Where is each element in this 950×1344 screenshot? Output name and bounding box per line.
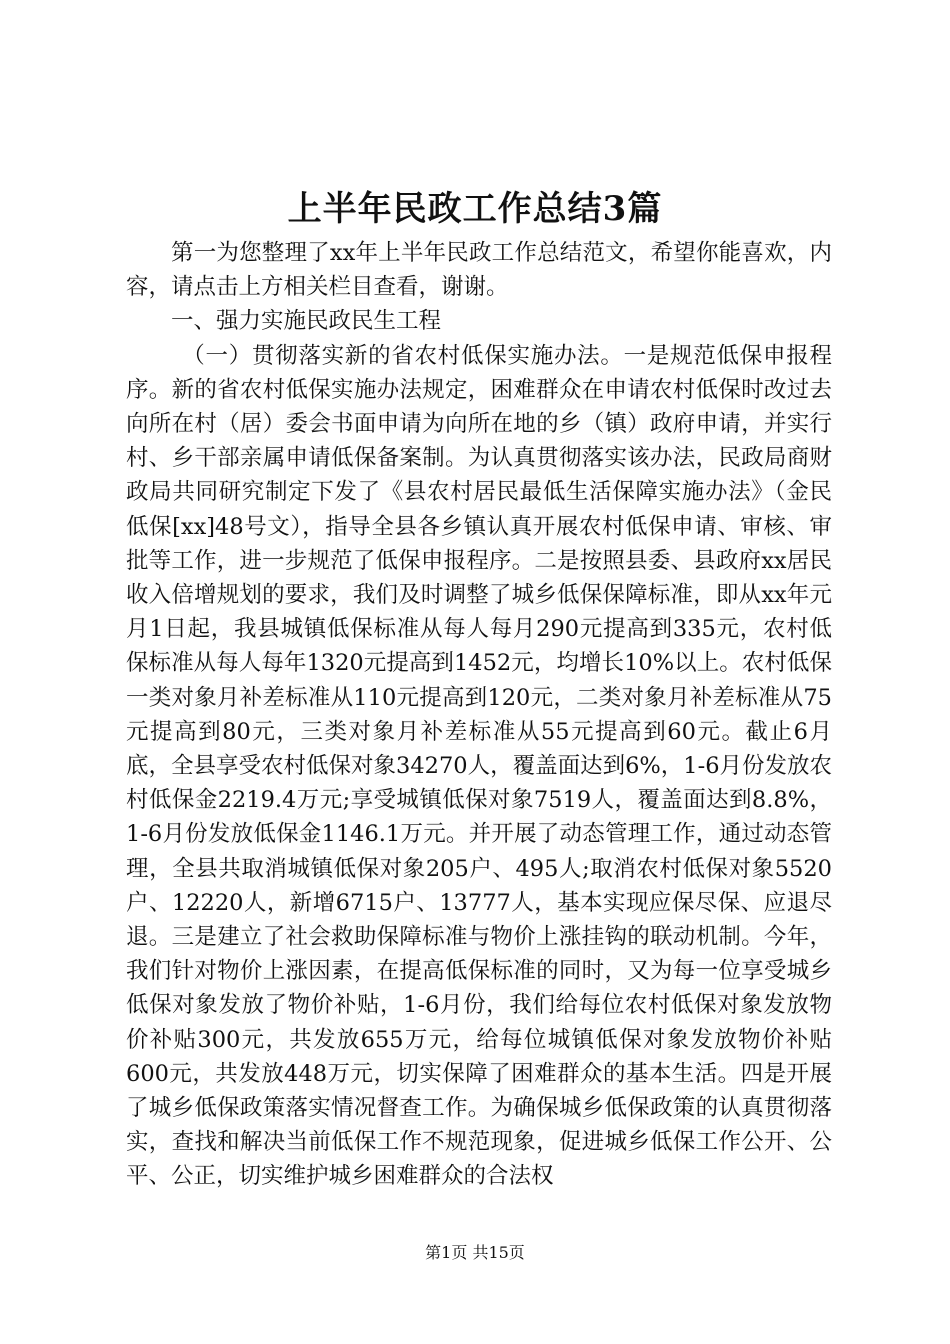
document-body <box>126 236 832 1194</box>
section-heading: 一、强力实施民政民生工程 <box>171 308 442 335</box>
page-footer: 第1页 共15页 <box>425 1243 525 1262</box>
document-title: 上半年民政工作总结3篇 <box>287 189 663 229</box>
body-paragraph: （一）贯彻落实新的省农村低保实施办法。一是规范低保申报程序。新的省农村低保实施办法规定，困难群众在申请农村低保时改过去向所在村（居）委会书面申请为向所在地的乡（镇）政府申请，并实行村、乡干部亲属申请低保备案制。为认真贯彻落实该办法，民政局商财政局共同研究制定下发了《县农村居民最低生活保障实施办法》（金民低保[xx]48号文），指导全县各乡镇认真开展农村低保申请、审核、审批等工作，进一步规范了低保申报程序。二是按照县委、县政府xx居民收入倍增规划的要求，我们及时调整了城乡低保保障标准，即从xx年元月1日起，我县城镇低保标准从每人每月290元提高到335元，农村低保标准从每人每年1320元提高到1452元，均增长10%以上。农村低保一类对象月补差标准从110元提高到120元，二类对象月补差标准从75元提高到80元，三类对象月补差标准从55元提高到60元。截止6月底，全县享受农村低保对象34270人，覆盖面达到6%，1-6月份发放农村低保金2219.4万元;享受城镇低保对象7519人，覆盖面达到8.8%，1-6月份发放低保金1146.1万元。并开展了动态管理工作，通过动态管理，全县共取消城镇低保对象205户、495人;取消农村低保对象5520户、12220人，新增6715户、13777人，基本实现应保尽保、应退尽退。三是建立了社会救助保障标准与物价上涨挂钩的联动机制。今年，我们针对物价上涨因素，在提高低保标准的同时，又为每一位享受城乡低保对象发放了物价补贴，1-6月份，我们给每位农村低保对象发放物价补贴300元，共发放655万元，给每位城镇低保对象发放物价补贴600元，共发放448万元，切实保障了困难群众的基本生活。四是开展了城乡低保政策落实情况督查工作。为确保城乡低保政策的认真贯彻落实，查找和解决当前低保工作不规范现象，促进城乡低保工作公开、公平、公正，切实维护城乡困难群众的合法权 <box>126 342 833 1190</box>
intro-paragraph: 第一为您整理了xx年上半年民政工作总结范文，希望你能喜欢，内容，请点击上方相关栏目查看，谢谢。 <box>126 240 832 301</box>
